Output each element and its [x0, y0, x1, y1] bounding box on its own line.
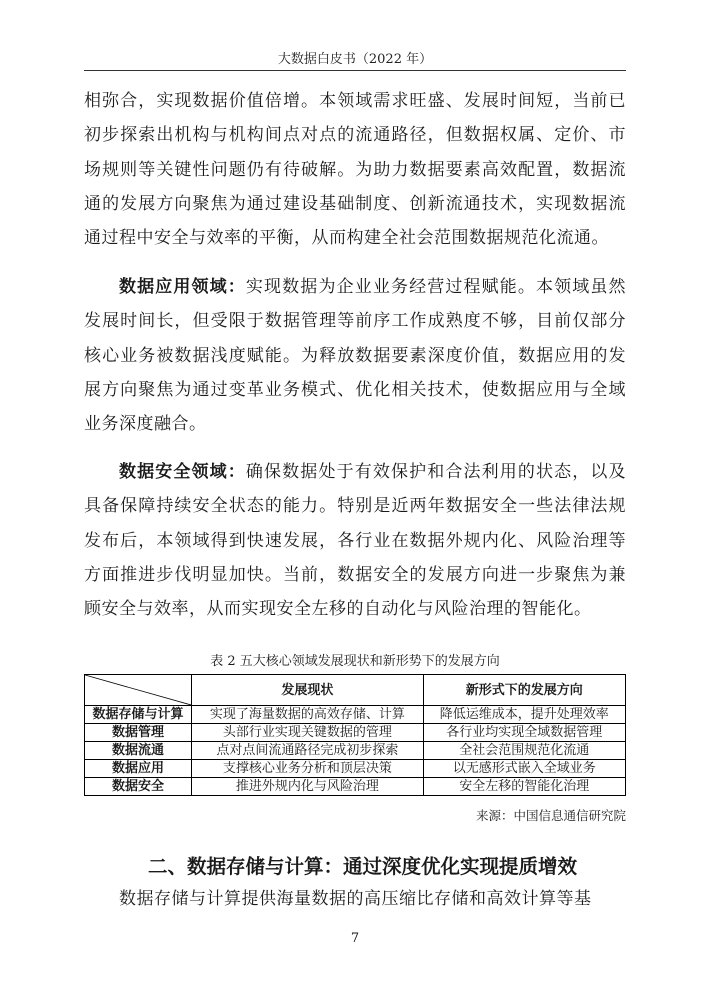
table-caption: 表 2 五大核心领域发展现状和新形势下的发展方向: [210, 654, 500, 669]
table-row-label: 数据存储与计算: [85, 706, 192, 724]
table-corner-cell: [85, 675, 192, 706]
table-cell-direction: 降低运维成本，提升处理效率: [423, 706, 625, 724]
table-cell-direction: 以无感形式嵌入全域业务: [423, 760, 625, 778]
paragraph-data-circulation: 相弥合，实现数据价值倍增。本领域需求旺盛、发展时间短，当前已初步探索出机构与机构间点对点的流通路径，但数据权属、定价、市场规则等关键性问题仍有待破解。为助力数据要素高效配置，数据流通的发展方向聚焦为通过建设基础制度、创新流通技术，实现数据流通过程中安全与效率的平衡，从而构建全社会范围数据规范化流通。: [84, 91, 626, 249]
table-cell-status: 头部行业实现关键数据的管理: [192, 724, 424, 742]
table-cell-status: 推进外规内化与风险治理: [192, 778, 424, 796]
table-row-label: 数据管理: [85, 724, 192, 742]
table-cell-direction: 各行业均实现全域数据管理: [423, 724, 625, 742]
table-row-label: 数据流通: [85, 742, 192, 760]
paragraph-data-application: [84, 270, 626, 441]
paragraph-lead: 数据应用领域：: [119, 277, 246, 297]
header-divider: [84, 70, 626, 71]
section-heading: 二、数据存储与计算：通过深度优化实现提质增效: [148, 855, 578, 878]
paragraph-body: 确保数据处于有效保护和合法利用的状态，以及具备保障持续安全状态的能力。特别是近两年数据安全一些法律法规发布后，本领域得到快速发展，各行业在数据外规内化、风险治理等方面推进步伐明显加快。当前，数据安全的发展方向进一步聚焦为兼顾安全与效率，从而实现安全左移的自动化与风险治理的智能化。: [84, 462, 627, 620]
table-row-label: 数据安全: [85, 778, 192, 796]
domains-table: [84, 674, 626, 796]
table-row-label: 数据应用: [85, 760, 192, 778]
page-header: 大数据白皮书（2022 年）: [277, 52, 433, 67]
page-number: 7: [350, 931, 360, 946]
table-source: 来源：中国信息通信研究院: [475, 808, 626, 823]
diagonal-line-icon: [85, 675, 191, 705]
table-row: [85, 724, 626, 742]
table-cell-status: 支撑核心业务分析和顶层决策: [192, 760, 424, 778]
table-cell-direction: 安全左移的智能化治理: [423, 778, 625, 796]
paragraph-data-security: [84, 455, 626, 626]
table-header-row: [85, 675, 626, 706]
table-cell-direction: 全社会范围规范化流通: [423, 742, 625, 760]
paragraph-lead: 数据安全领域：: [119, 462, 246, 482]
table-header-status: 发展现状: [192, 675, 424, 706]
table-row: [85, 760, 626, 778]
table-row: [85, 706, 626, 724]
table-row: [85, 742, 626, 760]
paragraph-storage-computing: 数据存储与计算提供海量数据的高压缩比存储和高效计算等基: [119, 889, 592, 909]
table-cell-status: 实现了海量数据的高效存储、计算: [192, 706, 424, 724]
paragraph-body: 实现数据为企业业务经营过程赋能。本领域虽然发展时间长，但受限于数据管理等前序工作成熟度不够，目前仅部分核心业务被数据浅度赋能。为释放数据要素深度价值，数据应用的发展方向聚焦为通过变革业务模式、优化相关技术，使数据应用与全域业务深度融合。: [84, 277, 627, 435]
table-row: [85, 778, 626, 796]
table-cell-status: 点对点间流通路径完成初步探索: [192, 742, 424, 760]
table-header-direction: 新形式下的发展方向: [423, 675, 625, 706]
